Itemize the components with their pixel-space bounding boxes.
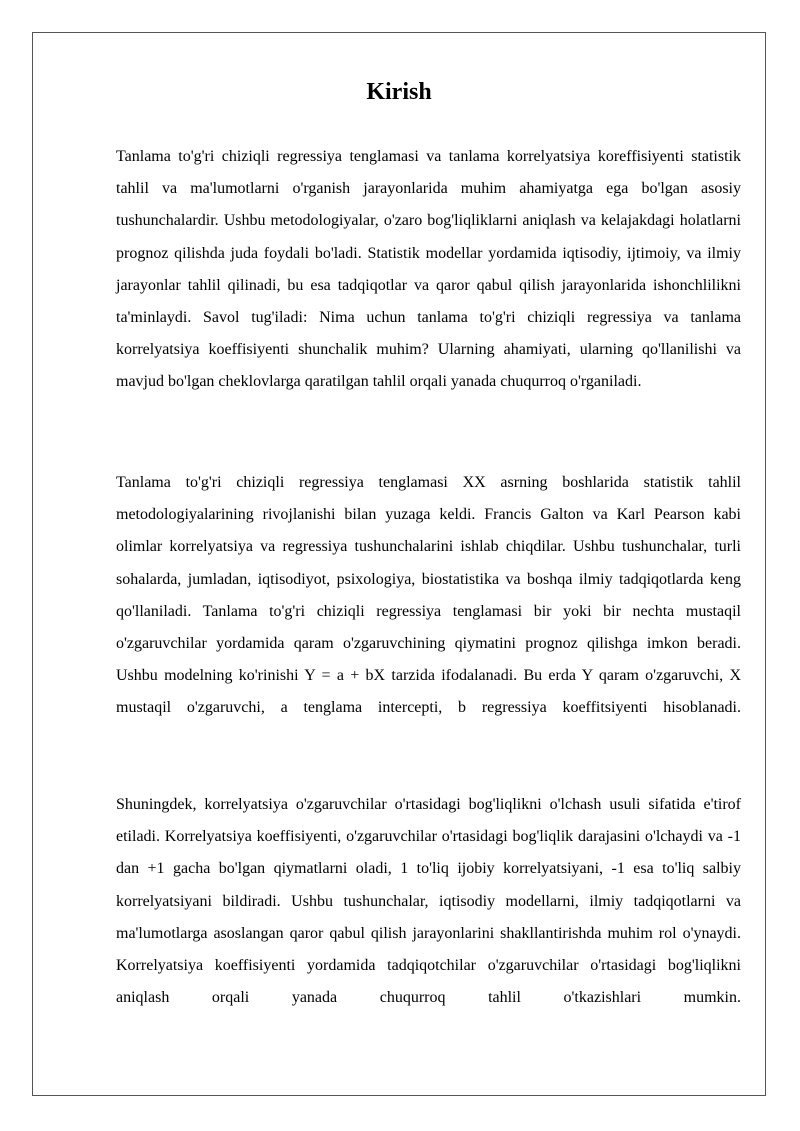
paragraph-correlation: Shuningdek, korrelyatsiya o'zgaruvchilar o'rtasidagi bog'liqlikni o'lchash usuli sifatida e'tirof etiladi. Korrelyatsiya koeffisiyenti, o'zgaruvchilar o'rtasidagi bog'liqlik darajasini o'lchaydi va -1 dan +1 gacha bo'lgan qiymatlarni oladi, 1 to'liq ijobiy korrelyatsiyani, -1 esa to'liq salbiy korrelyatsiyani bildiradi. Ushbu tushunchalar, iqtisodiy modellarni, ilmiy tadqiqotlarni va ma'lumotlarga asoslangan qaror qabul qilish jarayonlarini shakllantirishda muhim rol o'ynaydi. Korrelyatsiya koeffisiyenti yordamida tadqiqotchilar o'zgaruvchilar o'rtasidagi bog'liqlikni aniqlash orqali yanada chuqurroq tahlil o'tkazishlari mumkin. bbox=[116, 796, 741, 1007]
paragraph-introduction: Tanlama to'g'ri chiziqli regressiya tenglamasi va tanlama korrelyatsiya koreffisiyenti statistik tahlil va ma'lumotlarni o'rganish jarayonlarida muhim ahamiyatga ega bo'lgan asosiy tushunchalardir. Ushbu metodologiyalar, o'zaro bog'liqliklarni aniqlash va kelajakdagi holatlarni prognoz qilishda juda foydali bo'ladi. Statistik modellar yordamida iqtisodiy, ijtimoiy, va ilmiy jarayonlar tahlil qilinadi, bu esa tadqiqotlar va qaror qabul qilish jarayonlarida ishonchlilikni ta'minlaydi. Savol tug'iladi: Nima uchun tanlama to'g'ri chiziqli regressiya va tanlama korrelyatsiya koeffisiyenti shunchalik muhim? Ularning ahamiyati, ularning qo'llanilishi va mavjud bo'lgan cheklovlarga qaratilgan tahlil orqali yanada chuqurroq o'rganiladi. bbox=[116, 148, 741, 391]
page-title: Kirish bbox=[366, 79, 432, 105]
paragraph-history: Tanlama to'g'ri chiziqli regressiya tenglamasi XX asrning boshlarida statistik tahlil metodologiyalarining rivojlanishi bilan yuzaga keldi. Francis Galton va Karl Pearson kabi olimlar korrelyatsiya va regressiya tushunchalarini ishlab chiqdilar. Ushbu tushunchalar, turli sohalarda, jumladan, iqtisodiyot, psixologiya, biostatistika va boshqa ilmiy tadqiqotlarda keng qo'llaniladi. Tanlama to'g'ri chiziqli regressiya tenglamasi bir yoki bir nechta mustaqil o'zgaruvchilar yordamida qaram o'zgaruvchining qiymatini prognoz qilishga imkon beradi. Ushbu modelning ko'rinishi Y = a + bX tarzida ifodalanadi. Bu erda Y qaram o'zgaruvchi, X mustaqil o'zgaruvchi, a tenglama intercepti, b regressiya koeffitsiyenti hisoblanadi. bbox=[116, 474, 741, 717]
